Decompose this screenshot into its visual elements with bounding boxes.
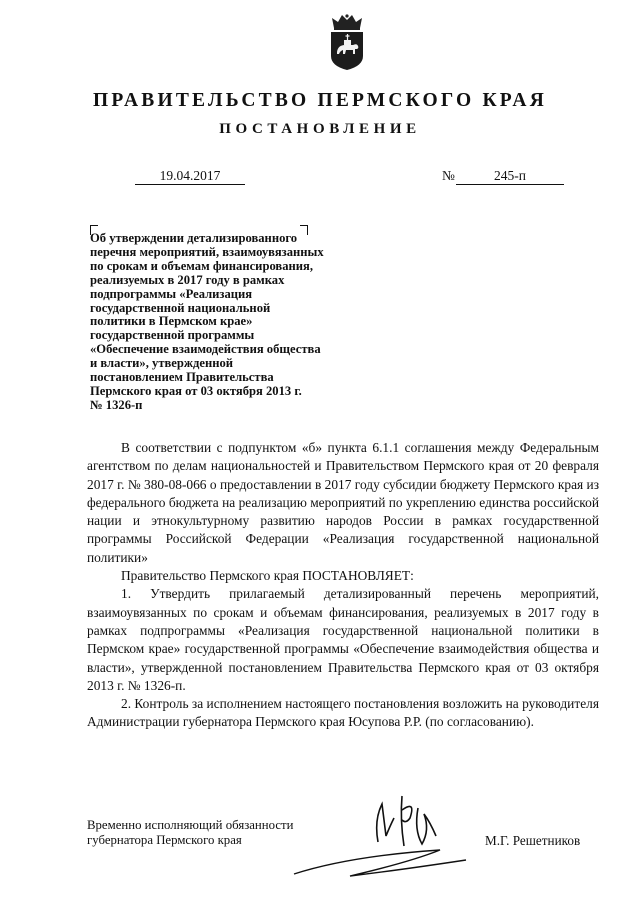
handwritten-signature-icon	[290, 790, 470, 890]
signatory-position	[87, 818, 293, 847]
subject-line: государственной программы	[90, 328, 255, 343]
position-line: губернатора Пермского края	[87, 832, 242, 847]
subject-line: государственной национальной	[90, 300, 271, 315]
subject-line: постановлением Правительства	[90, 370, 274, 385]
government-title: ПРАВИТЕЛЬСТВО ПЕРМСКОГО КРАЯ	[93, 90, 547, 111]
position-line: Временно исполняющий обязанности	[87, 818, 294, 832]
item-1-paragraph: 1. Утвердить прилагаемый детализированный перечень мероприятий, взаимоувязанных по срокам и объемам финансирования, реализуемых в 2017 году в рамках подпрограммы «Реализация государственной национальной политики в Пермском крае» государственной программы «Обеспечение взаимодействия общества и власти», утвержденной постановлением Правительства Пермского края от 03 октября 2013 г. № 1326-п.	[87, 586, 599, 693]
subject-line: по срокам и объемам финансирования,	[90, 258, 313, 273]
document-date: 19.04.2017	[135, 168, 245, 185]
subject-line: Пермского края от 03 октября 2013 г.	[90, 383, 302, 398]
subject-line: перечня мероприятий, взаимоувязанных	[90, 244, 324, 259]
coat-of-arms-icon	[326, 12, 368, 72]
document-body	[87, 439, 599, 732]
document-number: 245-п	[456, 168, 564, 185]
document-subject	[90, 232, 380, 413]
subject-line: и власти», утвержденной	[90, 356, 234, 371]
subject-line: Об утверждении детализированного	[90, 231, 298, 245]
subject-line: «Обеспечение взаимодействия общества	[90, 342, 321, 357]
signatory-name: М.Г. Решетников	[485, 833, 581, 848]
subject-line: подпрограммы «Реализация	[90, 286, 253, 301]
preamble-paragraph: В соответствии с подпунктом «б» пункта 6.1.1 соглашения между Федеральным агентством по делам национальностей и Правительством Пермского края от 20 февраля 2017 г. № 380-08-066 о предоставлении в 2017 году субсидии бюджету Пермского края из федерального бюджета на реализацию мероприятий по укреплению единства российской нации и этнокультурному развитию народов России в рамках государственной программы Российской Федерации «Реализация государственной национальной политики»	[87, 440, 599, 565]
subject-line: политики в Пермском крае»	[90, 314, 253, 329]
decree-line: Правительство Пермского края ПОСТАНОВЛЯЕТ:	[121, 568, 414, 584]
subject-line: № 1326-п	[90, 397, 143, 412]
item-2-paragraph: 2. Контроль за исполнением настоящего постановления возложить на руководителя Администрации губернатора Пермского края Юсупова Р.Р. (по согласованию).	[87, 696, 599, 730]
number-sign: №	[442, 168, 455, 183]
document-type: ПОСТАНОВЛЕНИЕ	[219, 121, 421, 137]
subject-line: реализуемых в 2017 году в рамках	[90, 272, 285, 287]
